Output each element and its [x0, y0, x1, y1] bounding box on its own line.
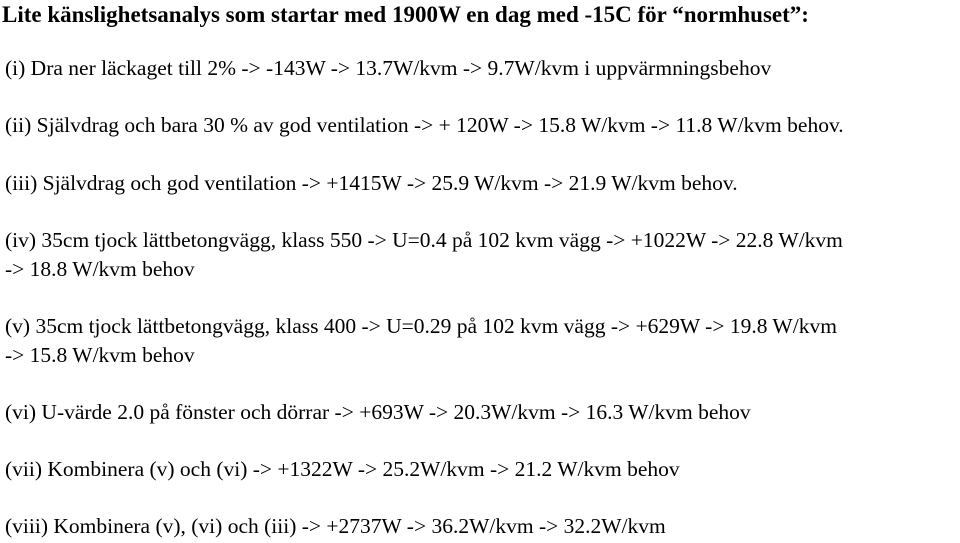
- list-item-vi: [5, 398, 751, 427]
- list-item-text: (vi) U-värde 2.0 på fönster och dörrar -> +693W -> 20.3W/kvm -> 16.3 W/kvm behov: [5, 400, 751, 424]
- list-item-text: (iv) 35cm tjock lättbetongvägg, klass 550 -> U=0.4 på 102 kvm vägg -> +1022W -> 22.8 W/kvm: [5, 228, 843, 252]
- list-item-i: [5, 54, 771, 83]
- document-title: Lite känslighetsanalys som startar med 1900W en dag med -15C för “normhuset”:: [2, 2, 809, 27]
- list-item-vii: [5, 455, 680, 484]
- list-item-v: [5, 312, 837, 370]
- list-item-text: (iii) Självdrag och god ventilation -> +1415W -> 25.9 W/kvm -> 21.9 W/kvm behov.: [5, 171, 738, 195]
- list-item-iii: [5, 169, 738, 198]
- list-item-text: (i) Dra ner läckaget till 2% -> -143W -> 13.7W/kvm -> 9.7W/kvm i uppvärmningsbehov: [5, 56, 772, 80]
- list-item-text: (vii) Kombinera (v) och (vi) -> +1322W -> 25.2W/kvm -> 21.2 W/kvm behov: [5, 457, 680, 481]
- list-item-ii: [5, 111, 844, 140]
- list-item-viii: [5, 512, 666, 541]
- list-item-text-continuation: -> 15.8 W/kvm behov: [5, 343, 195, 367]
- list-item-iv: [5, 226, 843, 284]
- list-item-text: (v) 35cm tjock lättbetongvägg, klass 400 -> U=0.29 på 102 kvm vägg -> +629W -> 19.8 W/kvm: [5, 314, 837, 338]
- list-item-text-continuation: -> 18.8 W/kvm behov: [5, 257, 195, 281]
- list-item-text: (ii) Självdrag och bara 30 % av god ventilation -> + 120W -> 15.8 W/kvm -> 11.8 W/kvm behov.: [5, 113, 844, 137]
- list-item-text: (viii) Kombinera (v), (vi) och (iii) -> +2737W -> 36.2W/kvm -> 32.2W/kvm: [5, 514, 666, 538]
